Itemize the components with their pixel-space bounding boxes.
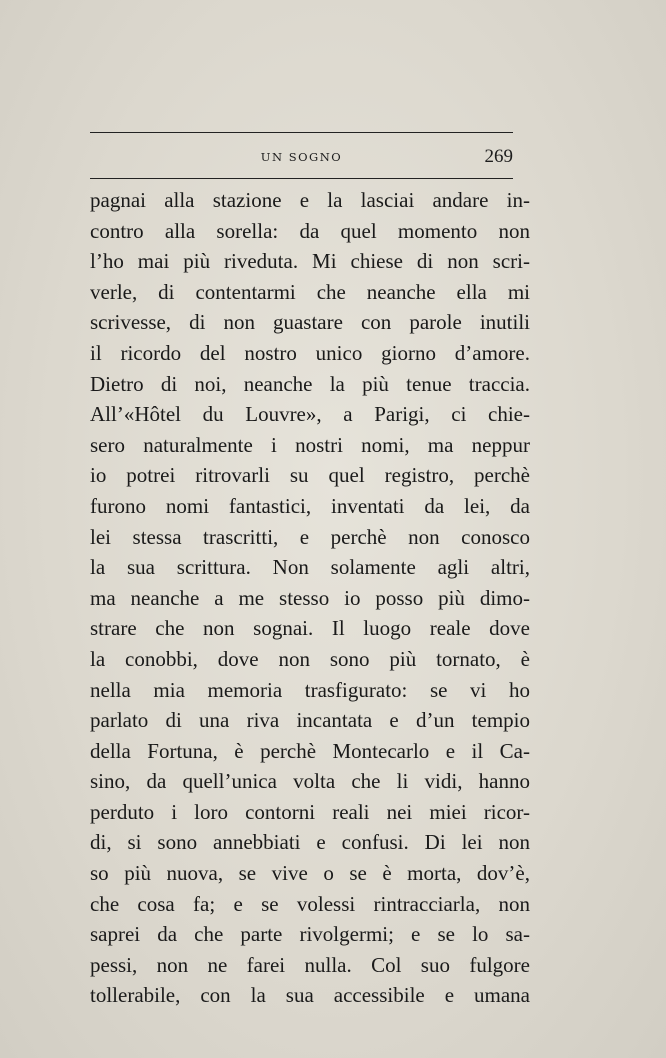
text-line: furono nomi fantastici, inventati da lei, da <box>90 493 530 518</box>
text-line: di, si sono annebbiati e confusi. Di lei non <box>90 830 530 855</box>
text-line: All’«Hôtel du Louvre», a Parigi, ci chie- <box>90 402 530 427</box>
text-line: io potrei ritrovarli su quel registro, perchè <box>90 463 530 488</box>
text-line: il ricordo del nostro unico giorno d’amore. <box>90 340 530 365</box>
page-number: 269 <box>484 146 513 167</box>
text-line: so più nuova, se vive o se è morta, dov’è, <box>90 861 530 886</box>
text-line: pagnai alla stazione e la lasciai andare in- <box>90 188 530 212</box>
text-line: sero naturalmente i nostri nomi, ma neppur <box>90 432 530 457</box>
text-line: contro alla sorella: da quel momento non <box>90 218 530 243</box>
text-line: sino, da quell’unica volta che li vidi, hanno <box>90 769 530 794</box>
text-line: scrivesse, di non guastare con parole inutili <box>90 310 530 335</box>
text-line: Dietro di noi, neanche la più tenue traccia. <box>90 371 530 396</box>
text-line: pessi, non ne farei nulla. Col suo fulgore <box>90 952 530 977</box>
running-title: UN SOGNO <box>260 150 343 164</box>
text-line: tollerabile, con la sua accessibile e umana <box>90 983 530 1008</box>
text-line: della Fortuna, è perchè Montecarlo e il Ca- <box>90 738 530 763</box>
text-line: nella mia memoria trasfigurato: se vi ho <box>90 677 530 702</box>
text-line: lei stessa trascritti, e perchè non conosco <box>90 524 530 549</box>
text-line: ma neanche a me stesso io posso più dimo- <box>90 585 530 610</box>
running-head <box>90 146 513 168</box>
text-line: saprei da che parte rivolgermi; e se lo sa- <box>90 922 530 947</box>
text-line: parlato di una riva incantata e d’un tempio <box>90 708 530 733</box>
text-line: perduto i loro contorni reali nei miei ricor- <box>90 799 530 824</box>
text-line: la conobbi, dove non sono più tornato, è <box>90 646 530 671</box>
body-text <box>90 185 530 1011</box>
text-line: l’ho mai più riveduta. Mi chiese di non scri- <box>90 249 530 274</box>
header-rule-top <box>90 132 513 133</box>
text-line: verle, di contentarmi che neanche ella mi <box>90 279 530 304</box>
text-line: che cosa fa; e se volessi rintracciarla, non <box>90 891 530 916</box>
text-line: la sua scrittura. Non solamente agli altri, <box>90 555 530 580</box>
text-line: strare che non sognai. Il luogo reale dove <box>90 616 530 641</box>
header-rule-bottom <box>90 178 513 179</box>
